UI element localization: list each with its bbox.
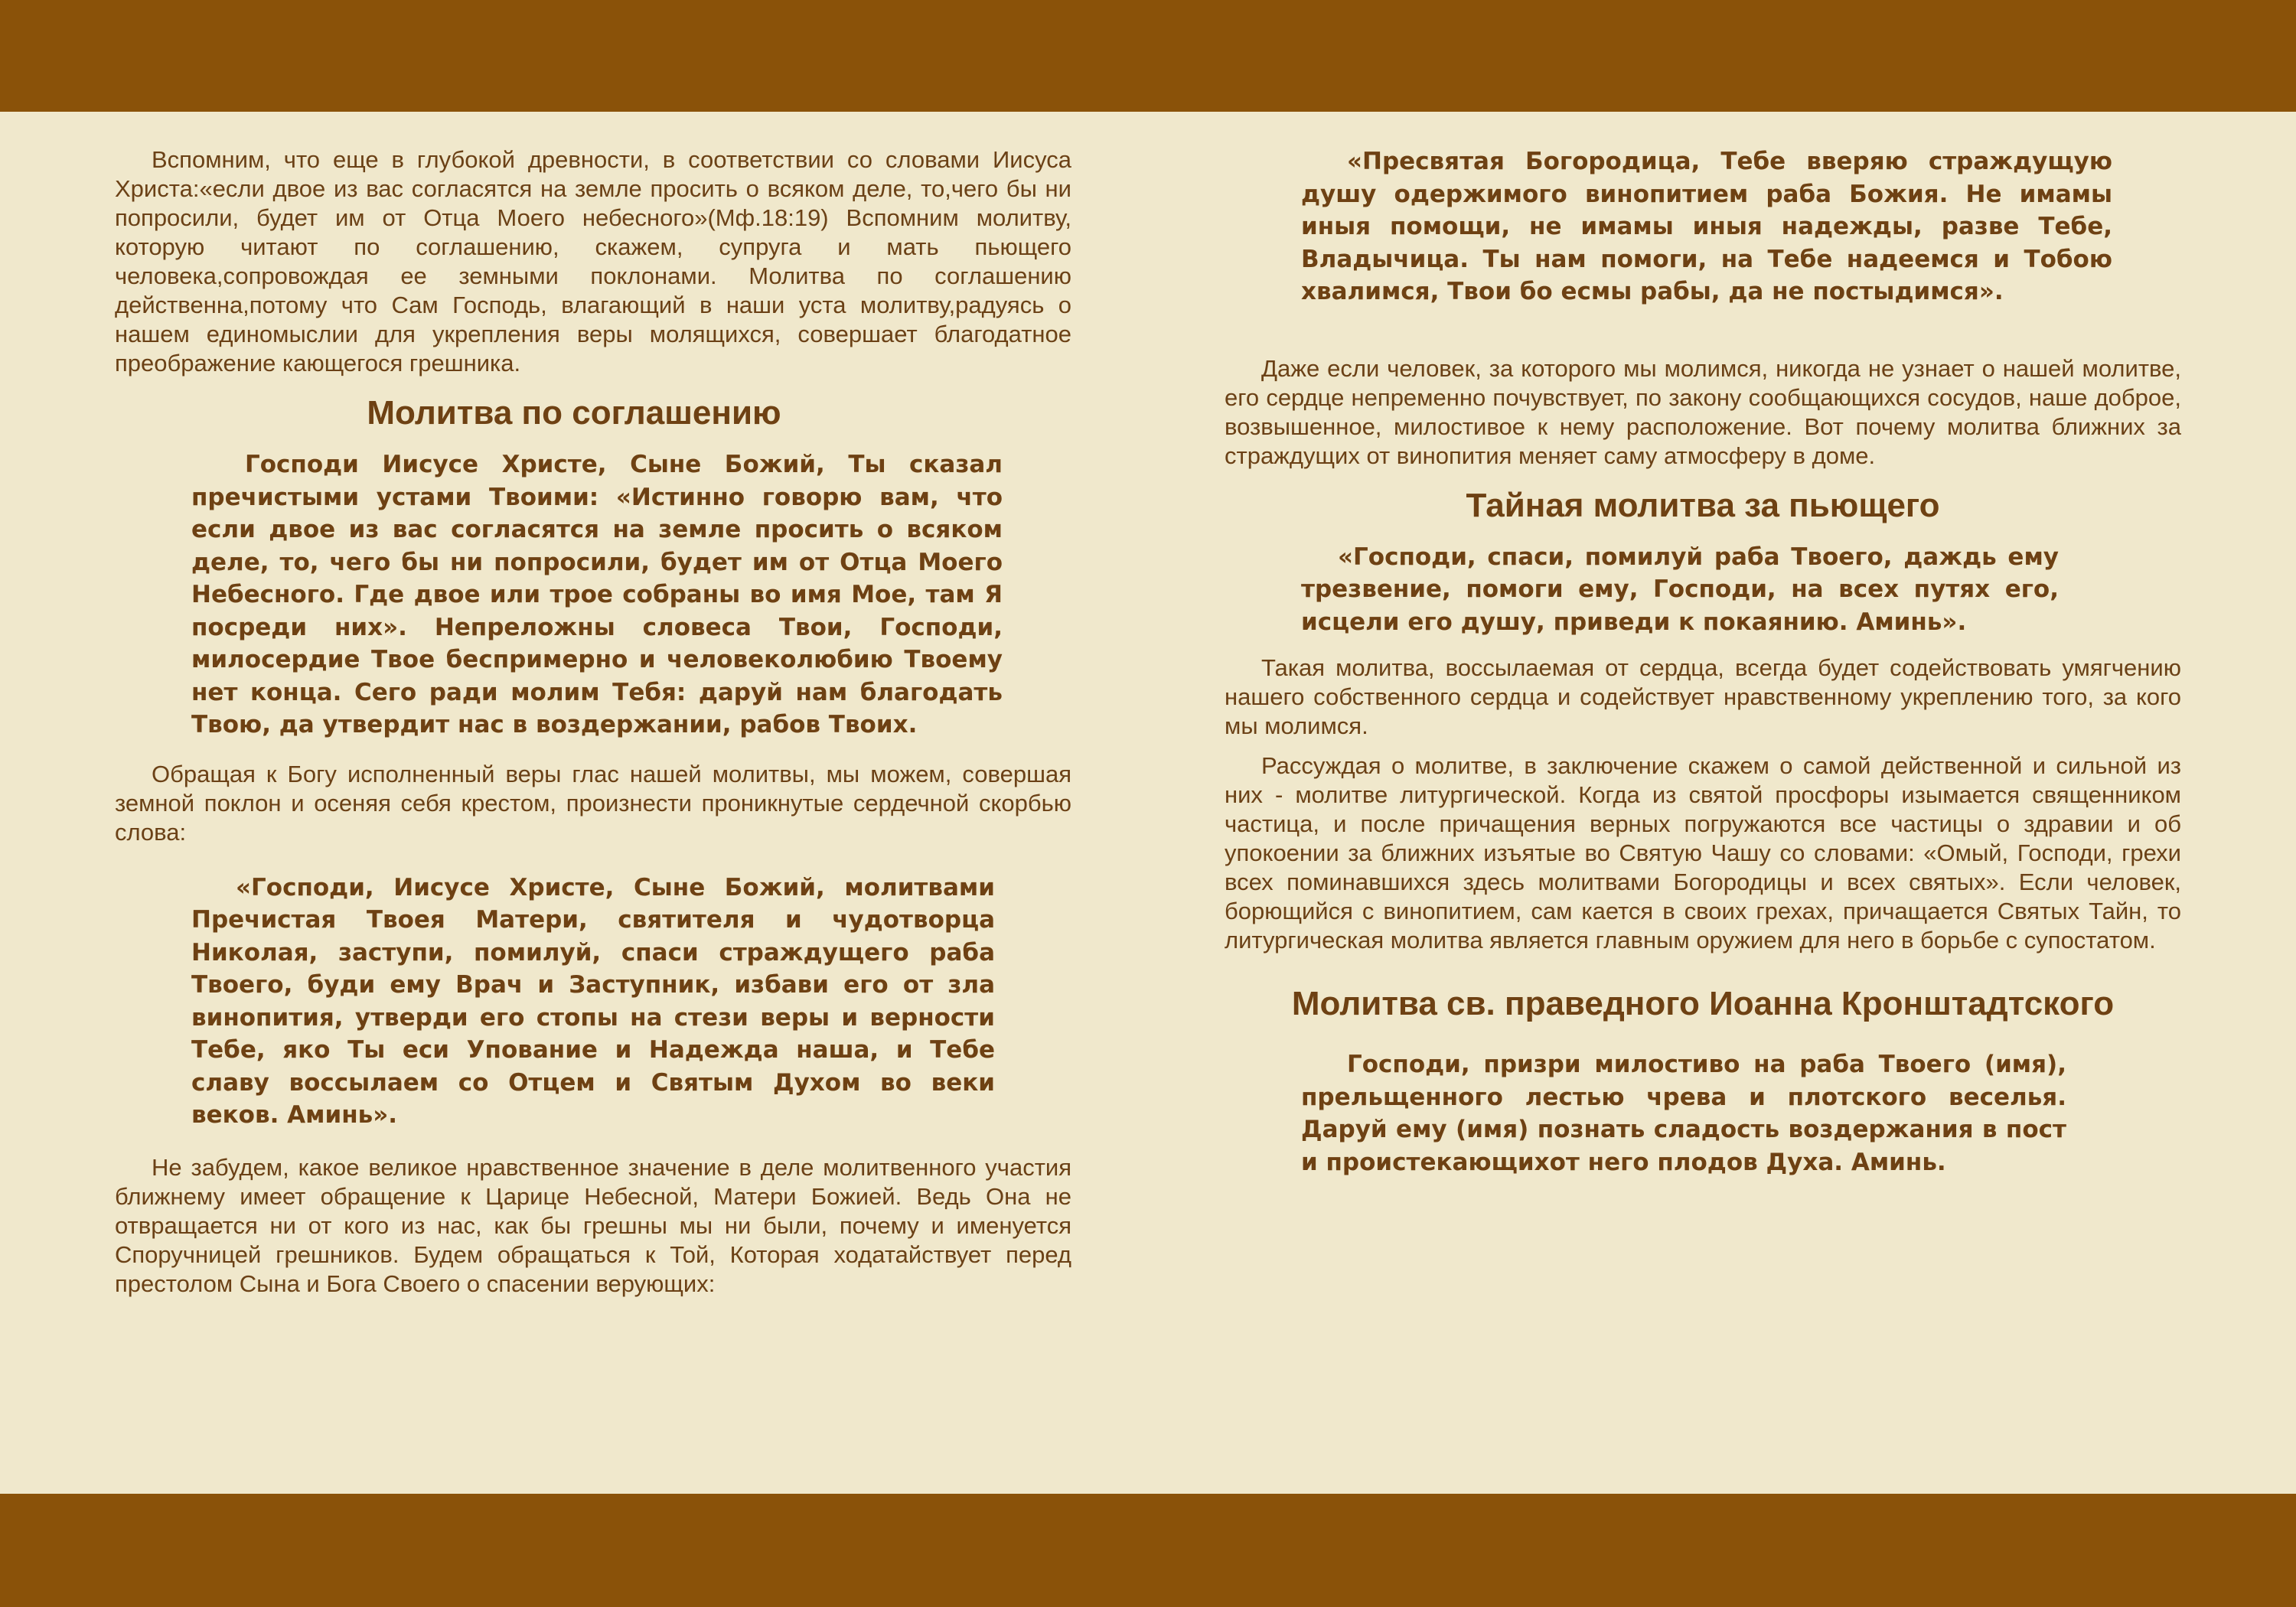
paragraph-vessels: Даже если человек, за которого мы молимся, никогда не узнает о нашей молитве, его сердце непременно почувствует, по закону сообщающихся сосудов, наше доброе, возвышенное, милостивое к нему расположение. Вот почему молитва ближних за страждущих от винопития меняет саму атмосферу в доме. <box>1225 354 2181 469</box>
kronstadt-prayer: Господи, призри милостиво на раба Твоего (имя), прельщенного лестью чрева и плотского веселья. Даруй ему (имя) познать сладость воздержания в пост и проистекающихот него плодов Духа. Аминь. <box>1301 1051 2066 1176</box>
heading-prayer-by-agreement: Молитва по соглашению <box>367 394 781 432</box>
paragraph-bow: Обращая к Богу исполненный веры глас нашей молитвы, мы можем, совершая земной поклон и осеняя себя крестом, произнести проникнутые сердечной скорбью слова: <box>115 760 1071 846</box>
paragraph-theotokos: Не забудем, какое великое нравственное значение в деле молитвенного участия ближнему имеет обращение к Царице Небесной, Матери Божией. Ведь Она не отвращается ни от кого из нас, как бы грешны мы ни были, почему и именуется Споручницей грешников. Будем обращаться к Той, Которая ходатайствует перед престолом Сына и Бога Своего о спасении верующих: <box>115 1153 1071 1297</box>
top-band <box>0 0 2296 112</box>
prayer-by-agreement: Господи Иисусе Христе, Сыне Божий, Ты сказал пречистыми устами Твоими: «Истинно говорю вам, что если двое из вас согласятся на земле просить о всяком деле, то, чего бы ни попросили, будет им от Отца Моего Небесного. Где двое или трое собраны во имя Мое, там Я посреди них». Непреложны словеса Твои, Господи, милосердие Твое беспримерно и человеколюбию Твоему нет конца. Сего ради молим Тебя: даруй нам благодать Твою, да утвердит нас в воздержании, рабов Твоих. <box>191 451 1003 738</box>
secret-prayer: «Господи, спаси, помилуй раба Твоего, даждь ему трезвение, помоги ему, Господи, на всех путях его, исцели его душу, приведи к покаянию. Аминь». <box>1301 543 2059 636</box>
right-column <box>1225 145 2181 1178</box>
paragraph-liturgical: Рассуждая о молитве, в заключение скажем о самой действенной и сильной из них - молитве литургической. Когда из святой просфоры изымается священником частица, и после причащения верных погружаются все частицы о здравии и об упокоении за ближних изъятые во Святую Чашу со словами: «Омый, Господи, грехи всех поминавшихся здесь молитвами Богородицы и всех святых». Если человек, борющийся с винопитием, сам кается в своих грехах, причащается Святых Тайн, то литургическая молитва является главным оружием для него в борьбе с супостатом. <box>1225 752 2181 953</box>
bottom-band <box>0 1494 2296 1607</box>
heading-kronstadt-prayer: Молитва св. праведного Иоанна Кронштадтского <box>1291 985 2115 1022</box>
heading-secret-prayer: Тайная молитва за пьющего <box>1466 486 1940 524</box>
intro-paragraph: Вспомним, что еще в глубокой древности, в соответствии со словами Иисуса Христа:«если двое из вас согласятся на земле просить о всяком деле, то,чего бы ни попросили, будет им от Отца Моего небесного»(Мф.18:19) Вспомним молитву, которую читают по соглашению, скажем, супруга и мать пьющего человека,сопровождая ее земными поклонами. Молитва по соглашению действенна,потому что Сам Господь, влагающий в наши уста молитву,радуясь о нашем единомыслии для укрепления веры молящихся, совершает благодатное преображение кающегося грешника. <box>115 146 1071 376</box>
prayer-to-christ: «Господи, Иисусе Христе, Сыне Божий, молитвами Пречистая Твоея Матери, святителя и чудотворца Николая, заступи, помилуй, спаси страждущего раба Твоего, буди ему Врач и Заступник, избави его от зла винопития, утверди его стопы на стези веры и верности Тебе, яко Ты еси Упование и Надежда наша, и Тебе славу воссылаем со Отцем и Святым Духом во веки веков. Аминь». <box>191 873 995 1129</box>
prayer-to-theotokos: «Пресвятая Богородица, Тебе вверяю страждущую душу одержимого винопитием раба Божия. Не имамы иныя помощи, не имамы иныя надежды, разве Тебе, Владычица. Ты нам помоги, на Тебе надеемся и Тобою хвалимся, Твои бо есмы рабы, да не постыдимся». <box>1301 148 2112 305</box>
paragraph-softening: Такая молитва, воссылаемая от сердца, всегда будет содействовать умягчению нашего собственного сердца и содействует нравственному укреплению того, за кого мы молимся. <box>1225 654 2181 739</box>
left-column <box>115 145 1071 1299</box>
